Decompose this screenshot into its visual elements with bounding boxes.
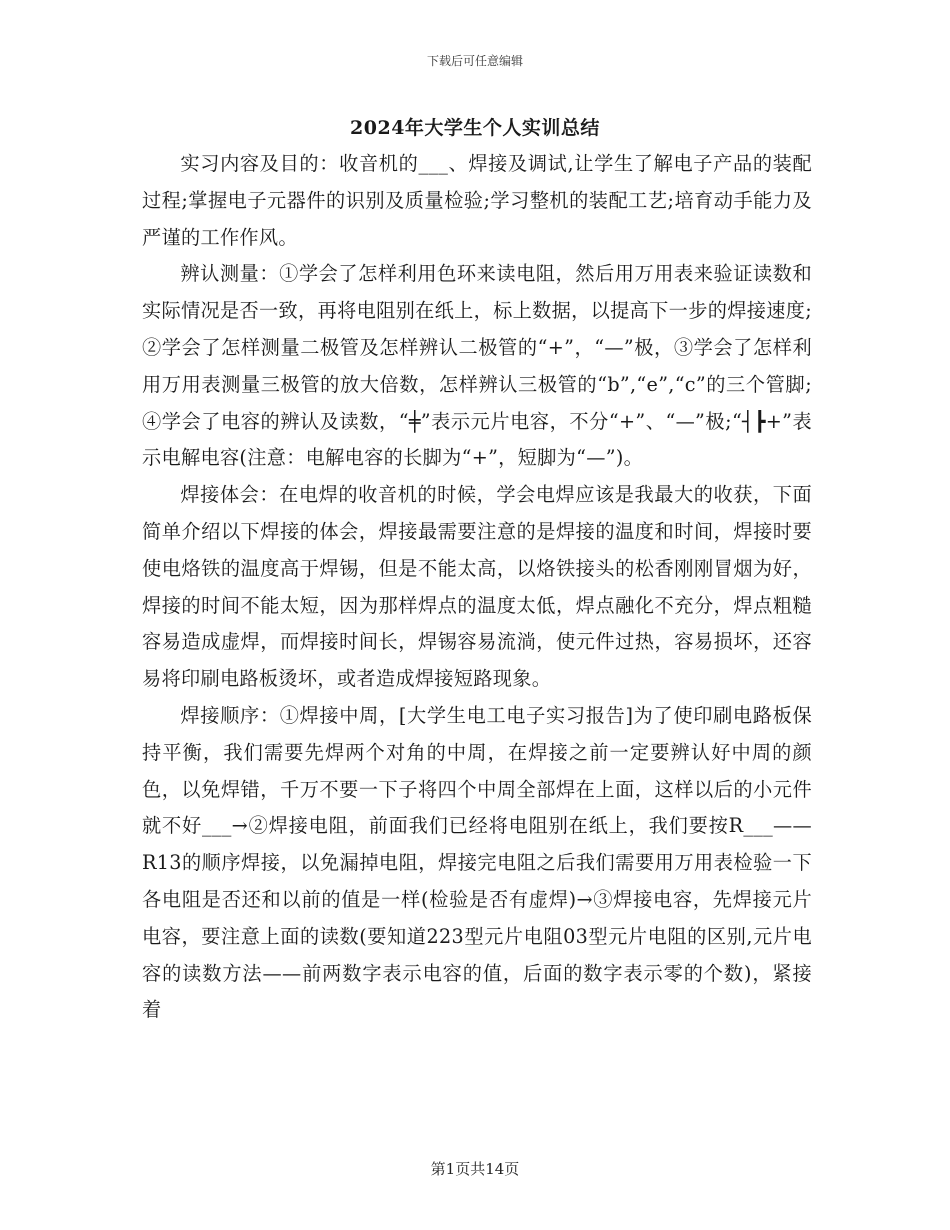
paragraph-soldering-experience: 焊接体会：在电焊的收音机的时候，学会电焊应该是我最大的收获，下面简单介绍以下焊接的体会，焊接最需要注意的是焊接的温度和时间，焊接时要使电烙铁的温度高于焊锡，但是不能太高，以烙铁接头的松香刚刚冒烟为好，焊接的时间不能太短，因为那样焊点的温度太低，焊点融化不充分，焊点粗糙容易造成虚焊，而焊接时间长，焊锡容易流淌，使元件过热，容易损坏，还容易将印刷电路板烫坏，或者造成焊接短路现象。 (142, 483, 812, 691)
paragraph-measurement: 辨认测量：①学会了怎样利用色环来读电阻，然后用万用表来验证读数和实际情况是否一致，再将电阻别在纸上，标上数据，以提高下一步的焊接速度;②学会了怎样测量二极管及怎样辨认二极管的“+”，“—”极，③学会了怎样利用万用表测量三极管的放大倍数，怎样辨认三极管的“b”,“e”,“c”的三个管脚;④学会了电容的辨认及读数，“╪”表示元片电容，不分“+”、“—”极;“┤┣+”表示电解电容(注意：电解电容的长脚为“+”，短脚为“—”)。 (142, 262, 812, 470)
paragraph-purpose: 实习内容及目的：收音机的___、焊接及调试,让学生了解电子产品的装配过程;掌握电子元器件的识别及质量检验;学习整机的装配工艺;培育动手能力及严谨的工作作风。 (142, 152, 812, 249)
paragraph-soldering-order: 焊接顺序：①焊接中周，[大学生电工电子实习报告]为了使印刷电路板保持平衡，我们需要先焊两个对角的中周，在焊接之前一定要辨认好中周的颜色，以免焊错，千万不要一下子将四个中周全部焊在上面，这样以后的小元件就不好___→②焊接电阻，前面我们已经将电阻别在纸上，我们要按R___——R13的顺序焊接，以免漏掉电阻，焊接完电阻之后我们需要用万用表检验一下各电阻是否还和以前的值是一样(检验是否有虚焊)→③焊接电容，先焊接元片电容，要注意上面的读数(要知道223型元片电阻03型元片电阻的区别,元片电容的读数方法——前两数字表示电容的值，后面的数字表示零的个数)，紧接着 (142, 703, 812, 1022)
page-header: 下载后可任意编辑 (426, 54, 523, 68)
page-number: 第1页共14页 (430, 1160, 520, 1178)
document-body (142, 146, 812, 1029)
document-title: 2024年大学生个人实训总结 (350, 117, 600, 139)
